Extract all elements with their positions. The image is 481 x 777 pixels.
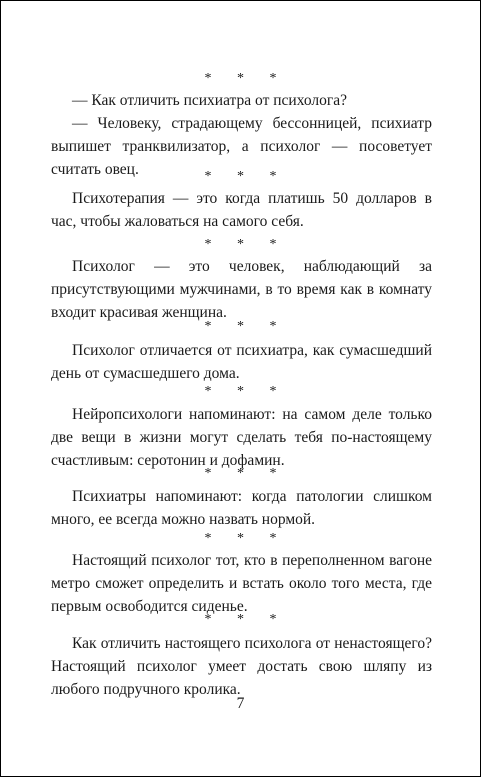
section-separator: * * * xyxy=(204,612,288,627)
joke-paragraph: Психолог — это человек, наблюдающий за присутствующими мужчинами, в то время как в комнату входит красивая женщина. xyxy=(51,258,432,321)
dialogue-line: — Человеку, страдающему бессонницей, психиатр выпишет транквилизатор, а психолог — посоветует считать овец. xyxy=(51,115,432,178)
joke-block xyxy=(51,89,432,181)
joke-block xyxy=(51,255,432,324)
page-number: 7 xyxy=(236,695,245,712)
joke-paragraph: Нейропсихологи напоминают: на самом деле только две вещи в жизни могут сделать тебя по-настоящему счастливым: серотонин и дофамин. xyxy=(51,406,432,469)
joke-block xyxy=(51,549,432,618)
section-separator: * * * xyxy=(204,319,288,334)
joke-block xyxy=(51,632,432,701)
joke-paragraph: Как отличить настоящего психолога от ненастоящего? Настоящий психолог умеет достать свою шляпу из любого подручного кролика. xyxy=(51,635,432,698)
joke-block xyxy=(51,403,432,472)
section-separator: * * * xyxy=(204,237,288,252)
joke-paragraph: Настоящий психолог тот, кто в переполненном вагоне метро сможет определить и встать около того места, где первым освободится сиденье. xyxy=(51,552,432,615)
joke-paragraph: Психотерапия — это когда платишь 50 долларов в час, чтобы жаловаться на самого себя. xyxy=(51,190,432,230)
dialogue-line: — Как отличить психиатра от психолога? xyxy=(72,92,347,109)
joke-block xyxy=(51,485,432,531)
joke-block xyxy=(51,187,432,233)
section-separator: * * * xyxy=(204,384,288,399)
joke-paragraph: Психиатры напоминают: когда патологии слишком много, ее всегда можно назвать нормой. xyxy=(51,488,432,528)
section-separator: * * * xyxy=(204,531,288,546)
section-separator: * * * xyxy=(204,466,288,481)
joke-paragraph: Психолог отличается от психиатра, как сумасшедший день от сумасшедшего дома. xyxy=(51,342,432,382)
joke-block xyxy=(51,339,432,385)
section-separator: * * * xyxy=(204,169,288,184)
section-separator: * * * xyxy=(204,71,288,86)
